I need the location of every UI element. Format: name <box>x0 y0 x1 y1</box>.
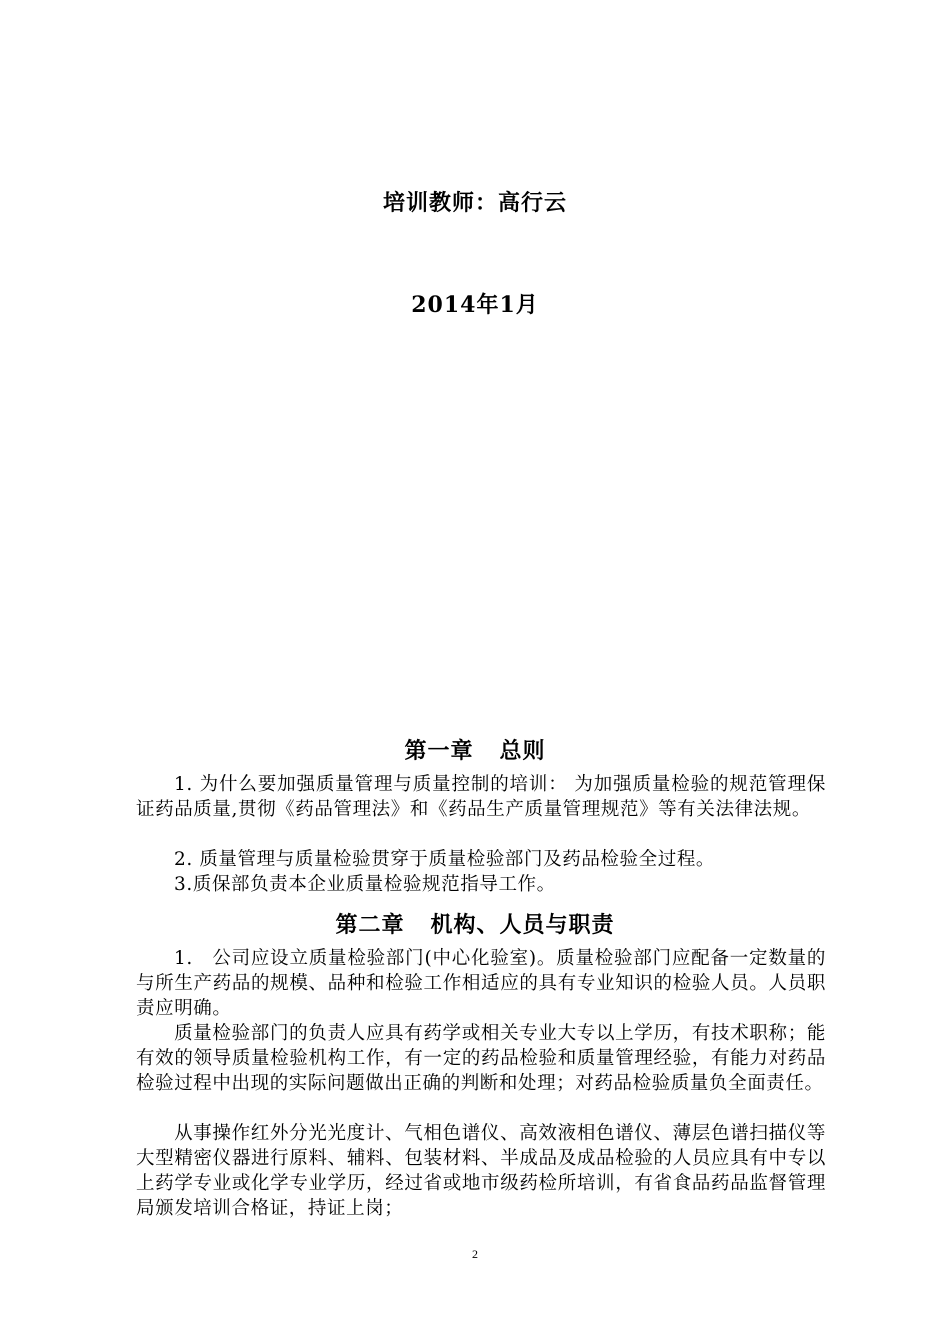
date-line: 2014年1月 <box>411 292 539 318</box>
chapter-1-paragraph-2-text: 2. 质量管理与质量检验贯穿于质量检验部门及药品检验全过程。 <box>174 849 716 870</box>
chapter-2-paragraph-1 <box>136 946 826 1021</box>
chapter-1-number: 第一章 <box>404 738 474 764</box>
page-number: 2 <box>472 1247 478 1261</box>
chapter-1-paragraph-1-text: 1. 为什么要加强质量管理与质量控制的培训： 为加强质量检验的规范管理保证药品质量,贯彻《药品管理法》和《药品生产质量管理规范》等有关法律法规。 <box>136 774 826 820</box>
chapter-1-paragraph-1 <box>136 772 826 822</box>
chapter-2-title <box>0 908 950 939</box>
chapter-1-paragraph-2 <box>136 847 826 872</box>
chapter-1-title <box>0 734 950 765</box>
chapter-1-paragraph-3-text: 3.质保部负责本企业质量检验规范指导工作。 <box>174 874 556 895</box>
chapter-2-name: 机构、人员与职责 <box>430 912 615 938</box>
chapter-1-name: 总则 <box>499 738 546 764</box>
chapter-2-paragraph-1-text: 1. 公司应设立质量检验部门(中心化验室)。质量检验部门应配备一定数量的与所生产药品的规模、品种和检验工作相适应的具有专业知识的检验人员。人员职责应明确。 <box>136 948 826 1019</box>
chapter-2-number: 第二章 <box>335 912 405 938</box>
chapter-1-paragraph-3 <box>136 872 826 897</box>
chapter-2-paragraph-2-text: 质量检验部门的负责人应具有药学或相关专业大专以上学历，有技术职称；能有效的领导质量检验机构工作，有一定的药品检验和质量管理经验，有能力对药品检验过程中出现的实际问题做出正确的判断和处理；对药品检验质量负全面责任。 <box>136 1023 826 1094</box>
chapter-2-paragraph-3-text: 从事操作红外分光光度计、气相色谱仪、高效液相色谱仪、薄层色谱扫描仪等大型精密仪器进行原料、辅料、包装材料、半成品及成品检验的人员应具有中专以上药学专业或化学专业学历，经过省或地市级药检所培训，有省食品药品监督管理局颁发培训合格证，持证上岗； <box>136 1123 826 1219</box>
chapter-2-paragraph-2 <box>136 1021 826 1096</box>
trainer-line: 培训教师：高行云 <box>382 190 567 216</box>
chapter-2-paragraph-3 <box>136 1121 826 1221</box>
